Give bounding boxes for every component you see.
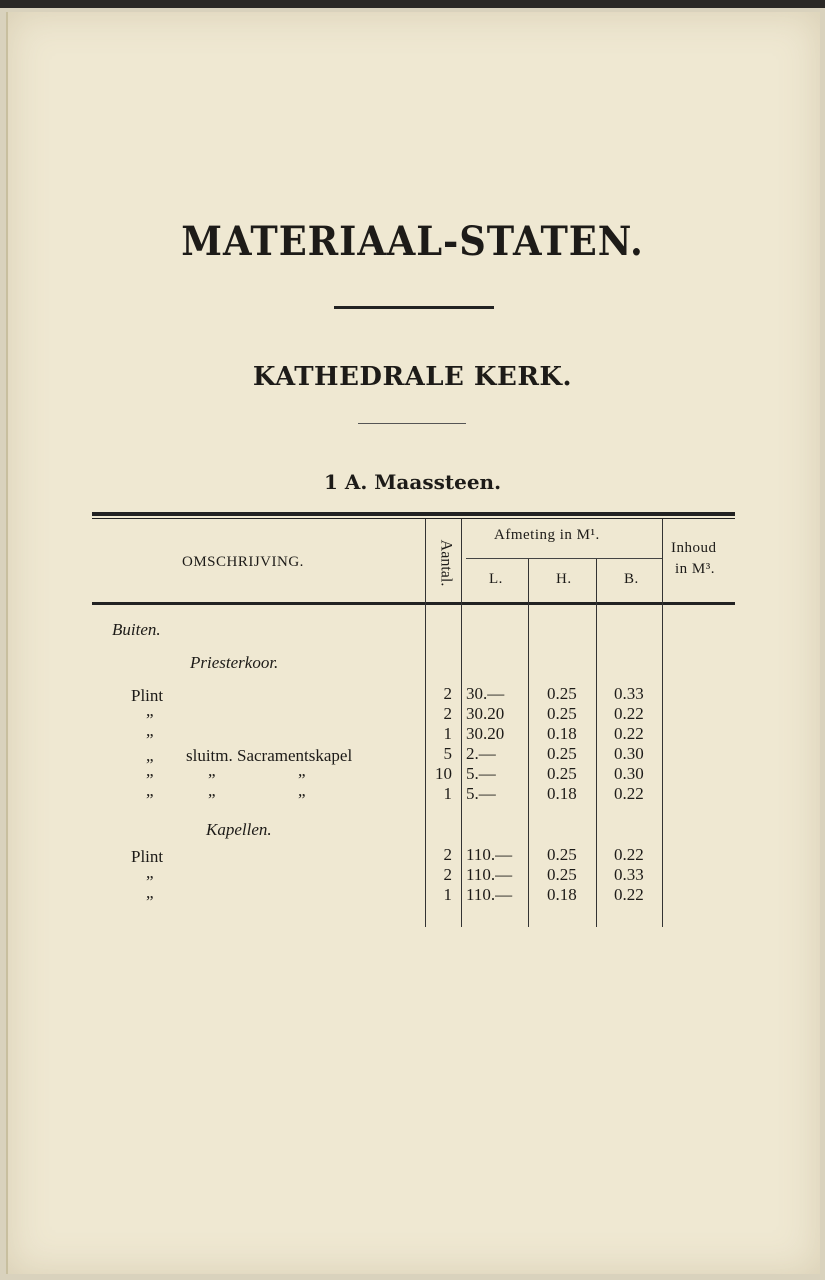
cell-l: 110.—: [466, 845, 513, 864]
col-divider-4: [596, 559, 597, 927]
section-heading: 1 A. Maassteen.: [323, 470, 502, 494]
cell-aantal: 10: [435, 764, 452, 783]
ditto-mark: ”: [146, 790, 154, 809]
ditto-mark: ”: [146, 770, 154, 789]
cell-h: 0.25: [547, 684, 577, 703]
ditto-mark: ”: [298, 790, 306, 809]
top-edge: [0, 0, 825, 8]
subgroup-label-2: Kapellen.: [206, 820, 272, 839]
cell-aantal: 2: [443, 865, 452, 884]
header-dimensions: Afmeting in M¹.: [494, 527, 600, 543]
document-page: [6, 12, 820, 1274]
col-divider-3: [528, 559, 529, 927]
cell-h: 0.18: [547, 724, 577, 743]
cell-aantal: 1: [443, 784, 452, 803]
cell-l: 30.—: [466, 684, 505, 703]
header-height: H.: [556, 571, 572, 587]
table-top-rule-thin: [92, 518, 735, 519]
ditto-mark: ”: [298, 770, 306, 789]
row-label-plint: Plint: [131, 686, 164, 705]
cell-l: 2.—: [466, 744, 496, 763]
header-description: OMSCHRIJVING.: [182, 554, 304, 570]
cell-l: 30.20: [466, 724, 505, 743]
header-content-line1: Inhoud: [671, 540, 717, 556]
cell-h: 0.25: [547, 764, 577, 783]
header-width: B.: [624, 571, 639, 587]
title-rule: [334, 306, 494, 309]
header-content-line2: in M³.: [675, 561, 716, 577]
header-length: L.: [489, 571, 503, 587]
subgroup-label-1: Priesterkoor.: [190, 653, 279, 672]
cell-h: 0.25: [547, 845, 577, 864]
cell-b: 0.22: [614, 845, 644, 864]
cell-l: 5.—: [466, 764, 496, 783]
cell-h: 0.25: [547, 865, 577, 884]
cell-aantal: 2: [443, 845, 452, 864]
cell-l: 110.—: [466, 885, 513, 904]
cell-aantal: 1: [443, 724, 452, 743]
header-bottom-rule: [92, 602, 735, 605]
col-divider-5: [662, 519, 663, 927]
row-label-sluitm: sluitm. Sacramentskapel: [186, 746, 353, 765]
cell-b: 0.22: [614, 704, 644, 723]
cell-b: 0.30: [614, 764, 644, 783]
cell-h: 0.18: [547, 885, 577, 904]
cell-aantal: 2: [443, 684, 452, 703]
ditto-mark: ”: [146, 872, 154, 891]
col-divider-2: [461, 519, 462, 927]
dimension-header-rule: [466, 558, 662, 559]
cell-b: 0.22: [614, 885, 644, 904]
cell-h: 0.18: [547, 784, 577, 803]
ditto-mark: ”: [146, 892, 154, 911]
page-title: MATERIAAL-STATEN.: [181, 218, 644, 265]
cell-l: 110.—: [466, 865, 513, 884]
ditto-mark: ”: [208, 770, 216, 789]
ditto-mark: ”: [146, 710, 154, 729]
cell-aantal: 5: [443, 744, 452, 763]
ditto-mark: ”: [146, 730, 154, 749]
cell-h: 0.25: [547, 744, 577, 763]
cell-aantal: 1: [443, 885, 452, 904]
cell-b: 0.33: [614, 684, 644, 703]
group-label: Buiten.: [112, 620, 161, 639]
header-count: Aantal.: [437, 539, 454, 587]
page-subtitle: KATHEDRALE KERK.: [252, 362, 573, 392]
cell-b: 0.33: [614, 865, 644, 884]
subtitle-rule: [358, 423, 466, 424]
cell-b: 0.22: [614, 724, 644, 743]
ditto-mark: „: [146, 746, 154, 765]
cell-l: 5.—: [466, 784, 496, 803]
ditto-mark: ”: [208, 790, 216, 809]
cell-l: 30.20: [466, 704, 505, 723]
cell-h: 0.25: [547, 704, 577, 723]
cell-aantal: 2: [443, 704, 452, 723]
cell-b: 0.30: [614, 744, 644, 763]
row-label-plint: Plint: [131, 847, 164, 866]
table-top-rule: [92, 512, 735, 516]
cell-b: 0.22: [614, 784, 644, 803]
